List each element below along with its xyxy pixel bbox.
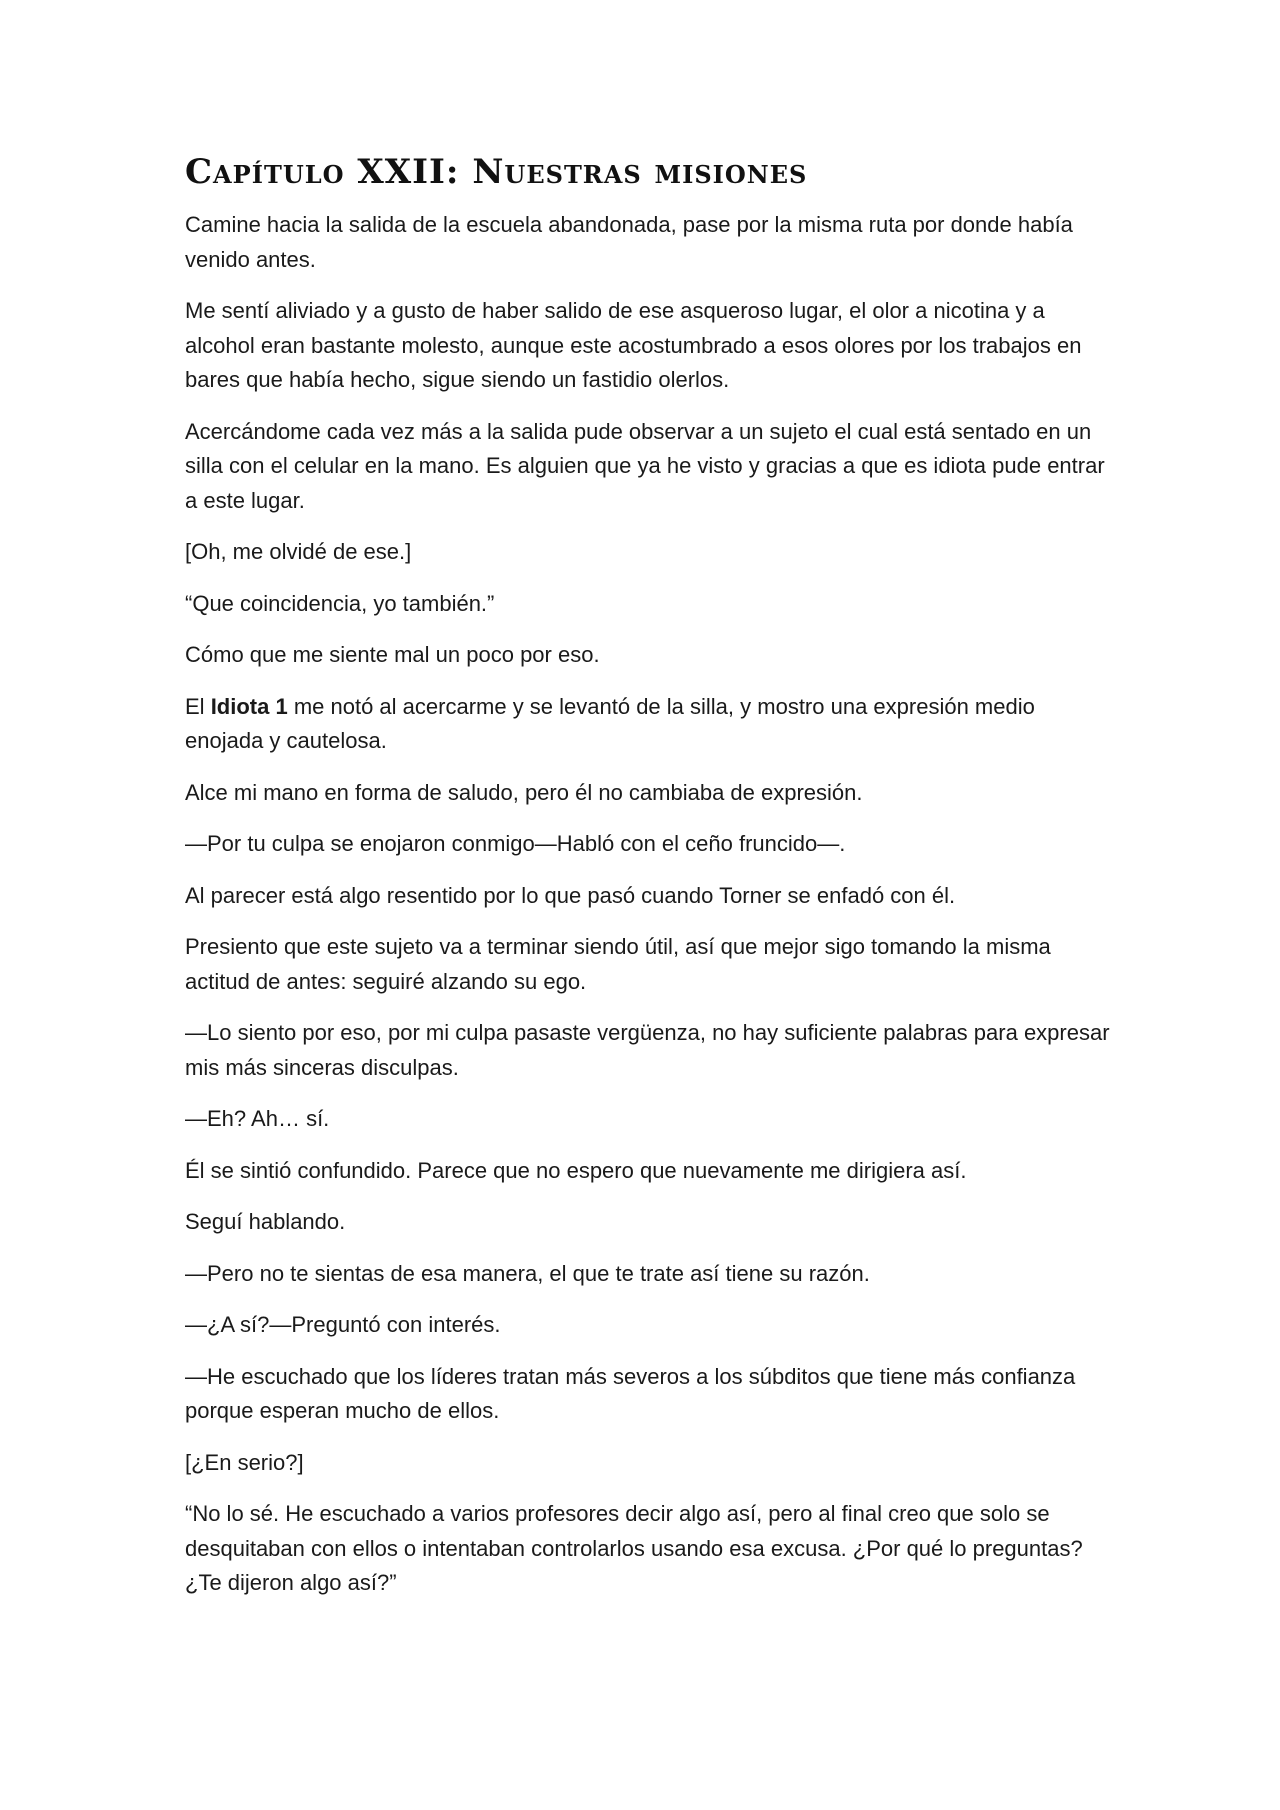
paragraph: —Eh? Ah… sí.	[185, 1106, 330, 1131]
paragraph: —¿A sí?—Preguntó con interés.	[185, 1312, 501, 1337]
paragraph: Acercándome cada vez más a la salida pude observar a un sujeto el cual está sentado en un silla con el celular en la mano. Es alguien que ya he visto y gracias a que es idiota pude entrar a este lugar.	[185, 418, 1105, 513]
document-page	[185, 150, 1110, 1618]
paragraph: [Oh, me olvidé de ese.]	[185, 539, 412, 564]
paragraph: Me sentí aliviado y a gusto de haber salido de ese asqueroso lugar, el olor a nicotina y a alcohol eran bastante molesto, aunque este acostumbrado a esos olores por los trabajos en bares que había hecho, sigue siendo un fastidio olerlos.	[185, 298, 1082, 392]
paragraph: —Por tu culpa se enojaron conmigo—Habló con el ceño fruncido—.	[185, 831, 846, 856]
paragraph: “Que coincidencia, yo también.”	[185, 590, 495, 616]
paragraph: —Lo siento por eso, por mi culpa pasaste vergüenza, no hay suficiente palabras para expresar mis más sinceras disculpas.	[185, 1020, 1110, 1080]
paragraph: “No lo sé. He escuchado a varios profesores decir algo así, pero al final creo que solo se desquitaban con ellos o intentaban controlarlos usando esa excusa. ¿Por qué lo preguntas? ¿Te dijeron algo así?”	[185, 1501, 1083, 1595]
paragraph-text: El	[185, 693, 211, 719]
paragraph: —He escuchado que los líderes tratan más severos a los súbditos que tiene más confianza porque esperan mucho de ellos.	[185, 1363, 1076, 1423]
paragraph: Seguí hablando.	[185, 1209, 346, 1234]
paragraph: —Pero no te sientas de esa manera, el que te trate así tiene su razón.	[185, 1260, 870, 1286]
paragraph: [¿En serio?]	[185, 1449, 304, 1475]
paragraph: Él se sintió confundido. Parece que no espero que nuevamente me dirigiera así.	[185, 1157, 967, 1183]
paragraph	[185, 690, 1110, 759]
bold-name: Idiota 1	[210, 693, 288, 719]
paragraph-text: me notó al acercarme y se levantó de la silla, y mostro una expresión medio enojada y cautelosa.	[185, 693, 1035, 753]
paragraph: Presiento que este sujeto va a terminar siendo útil, así que mejor sigo tomando la misma actitud de antes: seguiré alzando su ego.	[185, 934, 1051, 994]
chapter-title: Capítulo XXII: Nuestras misiones	[185, 152, 808, 192]
paragraph: Al parecer está algo resentido por lo que pasó cuando Torner se enfadó con él.	[185, 882, 956, 908]
paragraph: Cómo que me siente mal un poco por eso.	[185, 642, 600, 667]
paragraph: Alce mi mano en forma de saludo, pero él no cambiaba de expresión.	[185, 779, 863, 805]
paragraph: Camine hacia la salida de la escuela abandonada, pase por la misma ruta por donde había venido antes.	[185, 212, 1073, 272]
